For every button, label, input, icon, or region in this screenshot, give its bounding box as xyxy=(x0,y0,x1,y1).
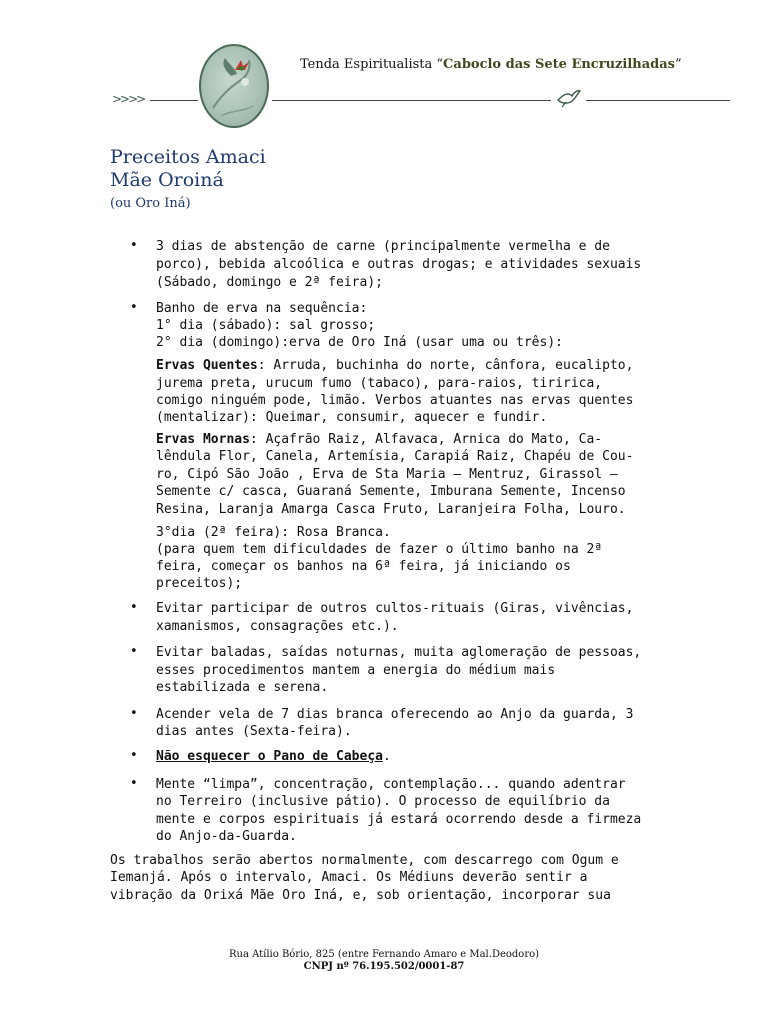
bullet-icon: • xyxy=(130,748,138,763)
item-7-line-2: no Terreiro (inclusive pátio). O processo de equilíbrio da xyxy=(156,794,610,809)
page-title-second-line: Mãe Oroiná xyxy=(110,169,224,191)
item-3-line-2: xamanismos, consagrações etc.). xyxy=(156,619,399,634)
footer-cnpj: CNPJ nº 76.195.502/0001-87 xyxy=(303,961,465,972)
item-2-line-1: Banho de erva na sequência: xyxy=(156,301,368,316)
day3-line-2: (para quem tem dificuldades de fazer o último banho na 2ª xyxy=(156,542,603,557)
bullet-icon: • xyxy=(130,300,138,315)
ervas-quentes-label: Ervas Quentes xyxy=(156,358,258,373)
logo-emblem-icon xyxy=(199,44,269,128)
ervas-mornas-label: Ervas Mornas xyxy=(156,432,250,447)
ervas-quentes-text: : Arruda, buchinha do norte, cânfora, eucalipto, xyxy=(257,358,634,373)
page-subtitle: (ou Oro Iná) xyxy=(110,196,191,211)
item-4-line-3: estabilizada e serena. xyxy=(156,680,329,695)
bullet-icon: • xyxy=(130,238,138,253)
day3-line-4: preceitos); xyxy=(156,576,243,591)
bullet-icon: • xyxy=(130,600,138,615)
head-cloth-reminder: Não esquecer o Pano de Cabeça xyxy=(156,749,383,764)
ervas-mornas-text: : Açafrão Raiz, Alfavaca, Arnica do Mato, Ca- xyxy=(249,432,603,447)
ervas-quentes-line-3: comigo ninguém pode, limão. Verbos atuantes nas ervas quentes xyxy=(156,393,634,408)
bullet-icon: • xyxy=(130,776,138,791)
ervas-mornas-line-1 xyxy=(156,431,602,449)
bullet-icon: • xyxy=(130,644,138,659)
item-5-line-1: Acender vela de 7 dias branca oferecendo ao Anjo da guarda, 3 xyxy=(156,707,634,722)
ervas-mornas-line-3: ro, Cipó São João , Erva de Sta Maria – Mentruz, Girassol – xyxy=(156,467,618,482)
dove-icon xyxy=(556,88,582,108)
item-2-line-3: 2° dia (domingo):erva de Oro Iná (usar uma ou três): xyxy=(156,335,563,350)
header-rule-left xyxy=(150,100,198,101)
page-title: Preceitos Amaci xyxy=(110,146,266,168)
item-7-line-3: mente e corpos espirituais já estará ocorrendo desde a firmeza xyxy=(156,812,642,827)
arrows-icon: >>>> xyxy=(112,92,145,106)
header-rule-middle xyxy=(272,100,551,101)
org-title-prefix: Tenda Espiritualista “ xyxy=(300,57,444,72)
closing-line-1: Os trabalhos serão abertos normalmente, com descarrego com Ogum e xyxy=(110,853,619,868)
item-3-line-1: Evitar participar de outros cultos-rituais (Giras, vivências, xyxy=(156,601,634,616)
footer-address: Rua Atílio Bório, 825 (entre Fernando Amaro e Mal.Deodoro) xyxy=(228,949,540,960)
item-6-line-1 xyxy=(156,748,391,766)
item-1-line-2: porco), bebida alcoólica e outras drogas; e atividades sexuais xyxy=(156,257,642,272)
item-2-line-2: 1° dia (sábado): sal grosso; xyxy=(156,318,376,333)
item-7-line-1: Mente “limpa”, concentração, contemplação... quando adentrar xyxy=(156,777,626,792)
item-7-line-4: do Anjo-da-Guarda. xyxy=(156,829,297,844)
closing-line-2: Iemanjá. Após o intervalo, Amaci. Os Médiuns deverão sentir a xyxy=(110,870,588,885)
item-5-line-2: dias antes (Sexta-feira). xyxy=(156,724,352,739)
item-1-line-3: (Sábado, domingo e 2ª feira); xyxy=(156,275,383,290)
day3-line-3: feira, começar os banhos na 6ª feira, já iniciando os xyxy=(156,559,571,574)
ervas-quentes-line-4: (mentalizar): Queimar, consumir, aquecer e fundir. xyxy=(156,410,548,425)
item-6-tail: . xyxy=(382,749,391,764)
org-name: Caboclo das Sete Encruzilhadas xyxy=(443,57,675,72)
closing-line-3: vibração da Orixá Mãe Oro Iná, e, sob orientação, incorporar sua xyxy=(110,888,611,903)
day3-line-1: 3°dia (2ª feira): Rosa Branca. xyxy=(156,525,391,540)
ervas-quentes-line-2: jurema preta, urucum fumo (tabaco), para-raios, tiririca, xyxy=(156,376,603,391)
ervas-quentes-line-1 xyxy=(156,357,633,375)
item-4-line-1: Evitar baladas, saídas noturnas, muita aglomeração de pessoas, xyxy=(156,645,642,660)
item-1-line-1: 3 dias de abstenção de carne (principalmente vermelha e de xyxy=(156,239,610,254)
org-title xyxy=(300,57,682,72)
bullet-icon: • xyxy=(130,706,138,721)
header-rule-right xyxy=(586,100,730,101)
ervas-mornas-line-2: lêndula Flor, Canela, Artemísia, Carapiá Raiz, Chapéu de Cou- xyxy=(156,449,634,464)
ervas-mornas-line-5: Resina, Laranja Amarga Casca Fruto, Laranjeira Folha, Louro. xyxy=(156,502,626,517)
item-4-line-2: esses procedimentos mantem a energia do médium mais xyxy=(156,663,556,678)
org-title-suffix: ” xyxy=(675,57,682,72)
ervas-mornas-line-4: Semente c/ casca, Guaraná Semente, Imburana Semente, Incenso xyxy=(156,484,626,499)
